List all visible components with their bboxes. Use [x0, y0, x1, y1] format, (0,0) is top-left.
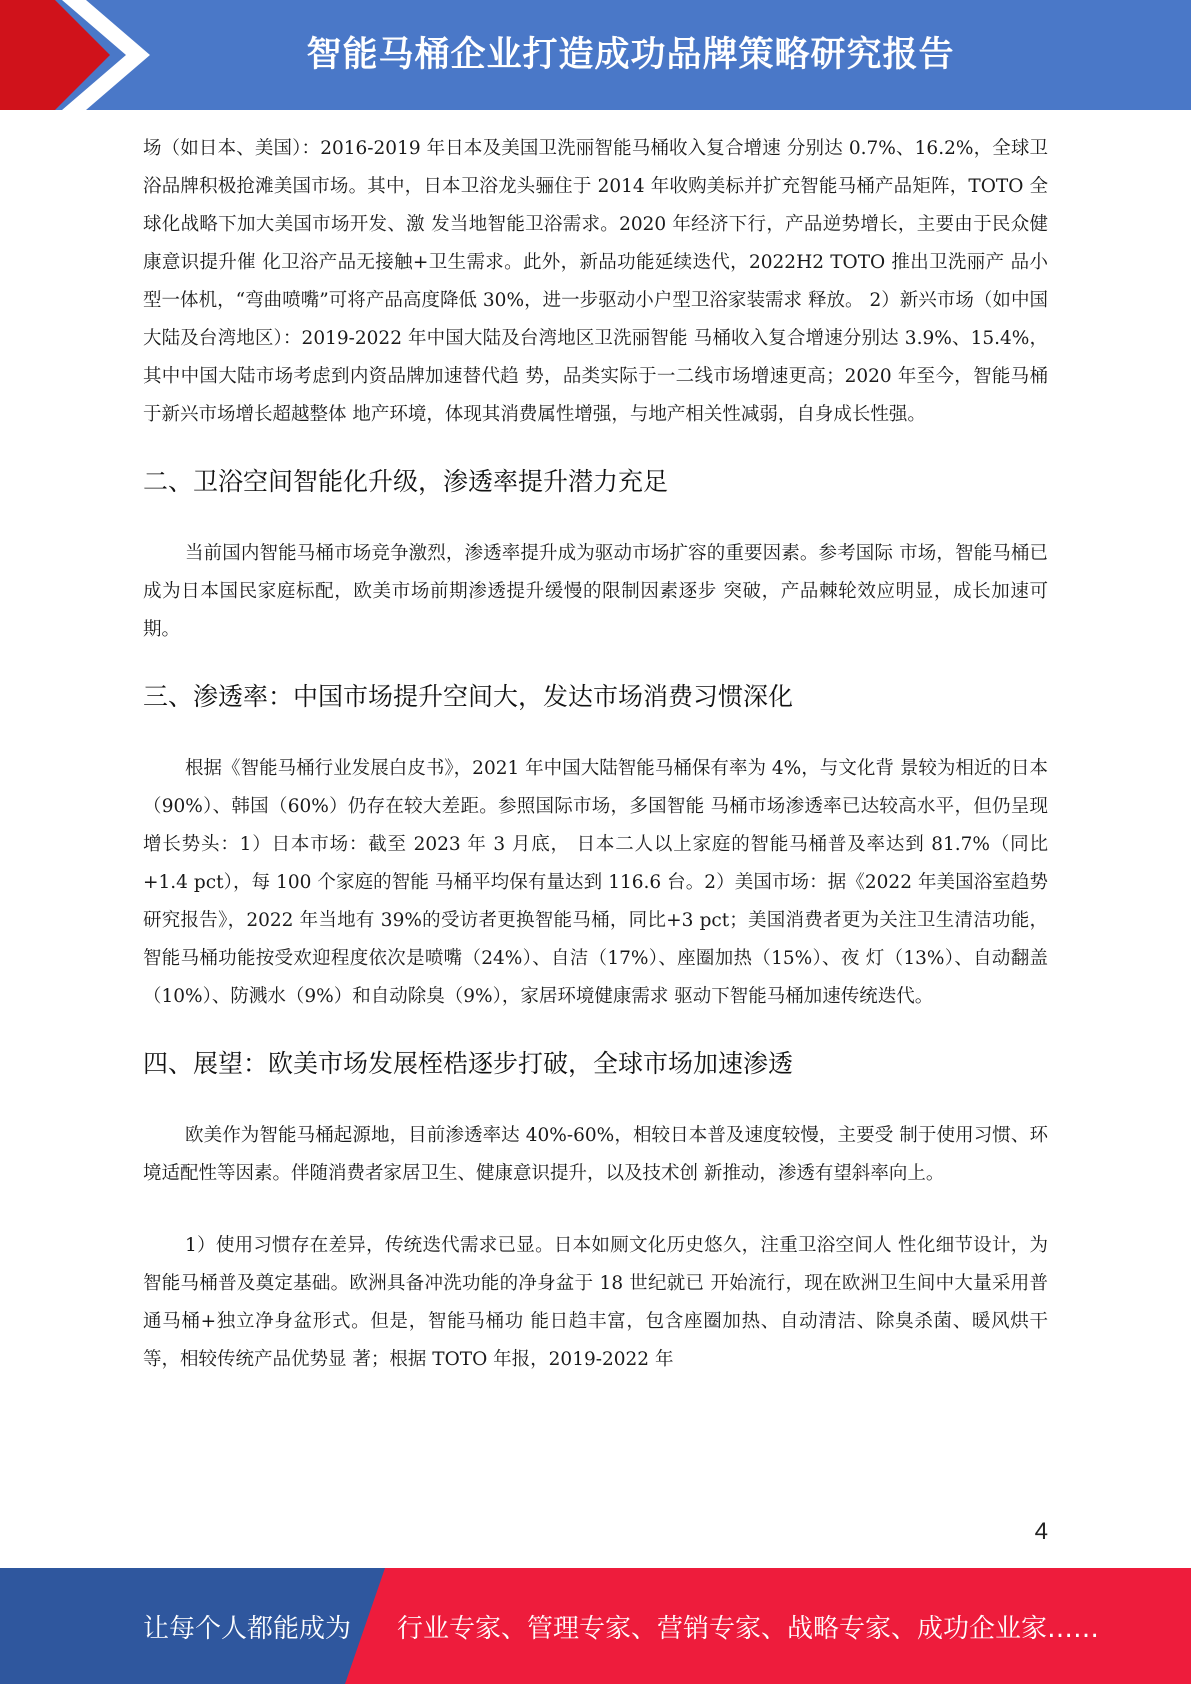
- page-content: [143, 128, 1048, 1379]
- header-chevron-decoration: [0, 0, 170, 110]
- section-4-heading: 四、展望：欧美市场发展桎梏逐步打破，全球市场加速渗透: [143, 1049, 794, 1078]
- section-4-paragraph-1: 欧美作为智能马桶起源地，目前渗透率达 40%-60%，相较日本普及速度较慢，主要受 制于使用习惯、环境适配性等因素。伴随消费者家居卫生、健康意识提升，以及技术创 新推动，渗透有望斜率向上。: [143, 1125, 1048, 1184]
- section-2-heading: 二、卫浴空间智能化升级，渗透率提升潜力充足: [143, 467, 669, 496]
- section-3-paragraph: 根据《智能马桶行业发展白皮书》，2021 年中国大陆智能马桶保有率为 4%，与文化背 景较为相近的日本（90%）、韩国（60%）仍存在较大差距。参照国际市场，多国智能 马桶市场渗透率已达较高水平，但仍呈现增长势头：1）日本市场：截至 2023 年 3 月底， 日本二人以上家庭的智能马桶普及率达到 81.7%（同比+1.4 pct），每 100 个家庭的智能 马桶平均保有量达到 116.6 台。2）美国市场：据《2022 年美国浴室趋势研究报告》，2022 年当地有 39%的受访者更换智能马桶，同比+3 pct；美国消费者更为关注卫生清洁功能， 智能马桶功能按受欢迎程度依次是喷嘴（24%）、自洁（17%）、座圈加热（15%）、夜 灯（13%）、自动翻盖（10%）、防溅水（9%）和自动除臭（9%），家居环境健康需求 驱动下智能马桶加速传统迭代。: [143, 758, 1048, 1007]
- page-number: 4: [1034, 1518, 1048, 1545]
- section-2-paragraph: 当前国内智能马桶市场竞争激烈，渗透率提升成为驱动市场扩容的重要因素。参考国际 市场，智能马桶已成为日本国民家庭标配，欧美市场前期渗透提升缓慢的限制因素逐步 突破，产品棘轮效应明显，成长加速可期。: [143, 543, 1048, 640]
- section-4-paragraph-2: 1）使用习惯存在差异，传统迭代需求已显。日本如厕文化历史悠久，注重卫浴空间人 性化细节设计，为智能马桶普及奠定基础。欧洲具备冲洗功能的净身盆于 18 世纪就已 开始流行，现在欧洲卫生间中大量采用普通马桶+独立净身盆形式。但是，智能马桶功 能日趋丰富，包含座圈加热、自动清洁、除臭杀菌、暖风烘干等，相较传统产品优势显 著；根据 TOTO 年报，2019-2022 年: [143, 1235, 1048, 1370]
- header-banner: [0, 0, 1191, 110]
- footer-banner: [0, 1568, 1191, 1684]
- section-3-heading: 三、渗透率：中国市场提升空间大，发达市场消费习惯深化: [143, 682, 794, 711]
- intro-paragraph: 场（如日本、美国）：2016-2019 年日本及美国卫洗丽智能马桶收入复合增速 分别达 0.7%、16.2%，全球卫浴品牌积极抢滩美国市场。其中，日本卫浴龙头骊住于 2014 年收购美标并扩充智能马桶产品矩阵，TOTO 全球化战略下加大美国市场开发、激 发当地智能卫浴需求。2020 年经济下行，产品逆势增长，主要由于民众健康意识提升催 化卫浴产品无接触+卫生需求。此外，新品功能延续迭代，2022H2 TOTO 推出卫洗丽产 品小型一体机，“弯曲喷嘴”可将产品高度降低 30%，进一步驱动小户型卫浴家装需求 释放。 2）新兴市场（如中国大陆及台湾地区）：2019-2022 年中国大陆及台湾地区卫洗丽智能 马桶收入复合增速分别达 3.9%、15.4%，其中中国大陆市场考虑到内资品牌加速替代趋 势，品类实际于一二线市场增速更高；2020 年至今，智能马桶于新兴市场增长超越整体 地产环境，体现其消费属性增强，与地产相关性减弱，自身成长性强。: [143, 138, 1048, 425]
- footer-slogan-left: 让每个人都能成为: [143, 1613, 352, 1644]
- footer-slogan-right: 行业专家、管理专家、营销专家、战略专家、成功企业家……: [397, 1613, 1100, 1644]
- document-title: 智能马桶企业打造成功品牌策略研究报告: [306, 35, 955, 75]
